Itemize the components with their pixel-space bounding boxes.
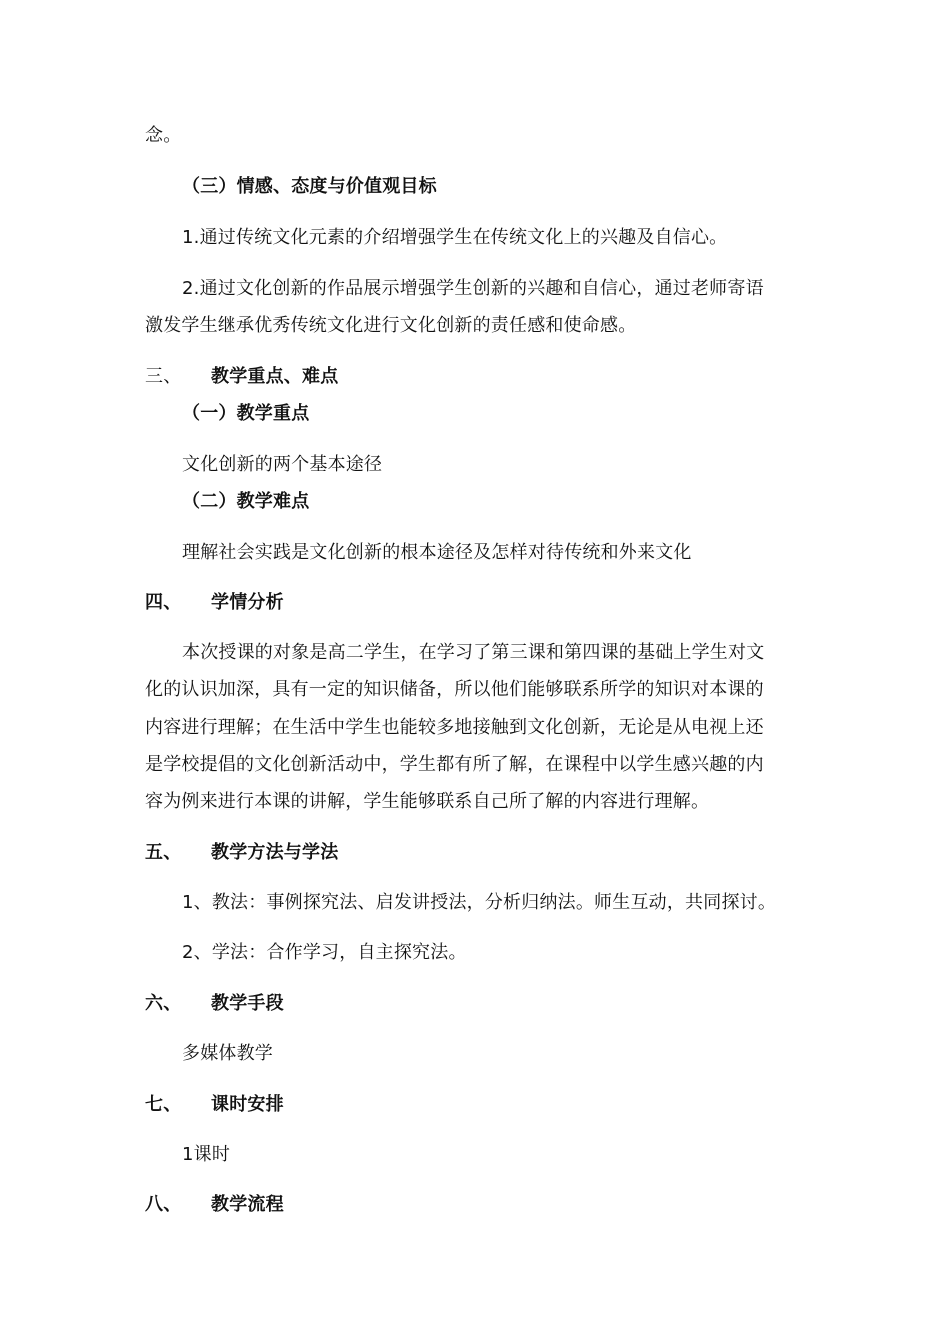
subheading-key-point: （一）教学重点 <box>182 403 310 424</box>
section-title: 教学方法与学法 <box>211 842 339 863</box>
section-number: 四、 <box>145 592 182 613</box>
paragraph-line: 念。 <box>145 125 182 146</box>
subheading-emotion-goals: （三）情感、态度与价值观目标 <box>182 176 437 197</box>
paragraph-line: 本次授课的对象是高二学生，在学习了第三课和第四课的基础上学生对文 <box>182 642 765 663</box>
paragraph-line: 2、学法：合作学习，自主探究法。 <box>182 942 467 963</box>
paragraph-line: 多媒体教学 <box>182 1043 273 1064</box>
subheading-difficult-point: （二）教学难点 <box>182 491 310 512</box>
paragraph-line: 1、教法：事例探究法、启发讲授法，分析归纳法。师生互动，共同探讨。 <box>182 892 777 913</box>
paragraph-line: 理解社会实践是文化创新的根本途径及怎样对待传统和外来文化 <box>182 542 692 563</box>
section-title: 学情分析 <box>211 592 284 613</box>
section-number: 三、 <box>145 366 182 387</box>
paragraph-line: 1.通过传统文化元素的介绍增强学生在传统文化上的兴趣及自信心。 <box>182 227 728 248</box>
section-title: 教学手段 <box>211 993 284 1014</box>
paragraph-line: 容为例来进行本课的讲解，学生能够联系自己所了解的内容进行理解。 <box>145 791 710 812</box>
paragraph-line: 内容进行理解；在生活中学生也能较多地接触到文化创新，无论是从电视上还 <box>145 717 764 738</box>
section-title: 教学重点、难点 <box>211 366 339 387</box>
paragraph-line: 化的认识加深，具有一定的知识储备，所以他们能够联系所学的知识对本课的 <box>145 679 764 700</box>
paragraph-line: 激发学生继承优秀传统文化进行文化创新的责任感和使命感。 <box>145 315 637 336</box>
section-number: 六、 <box>145 993 182 1014</box>
section-number: 七、 <box>145 1094 182 1115</box>
paragraph-line: 2.通过文化创新的作品展示增强学生创新的兴趣和自信心，通过老师寄语 <box>182 278 764 299</box>
section-title: 教学流程 <box>211 1194 284 1215</box>
section-number: 五、 <box>145 842 182 863</box>
paragraph-line: 1课时 <box>182 1144 231 1165</box>
paragraph-line: 是学校提倡的文化创新活动中，学生都有所了解，在课程中以学生感兴趣的内 <box>145 754 764 775</box>
paragraph-line: 文化创新的两个基本途径 <box>182 454 383 475</box>
section-title: 课时安排 <box>211 1094 284 1115</box>
section-number: 八、 <box>145 1194 182 1215</box>
